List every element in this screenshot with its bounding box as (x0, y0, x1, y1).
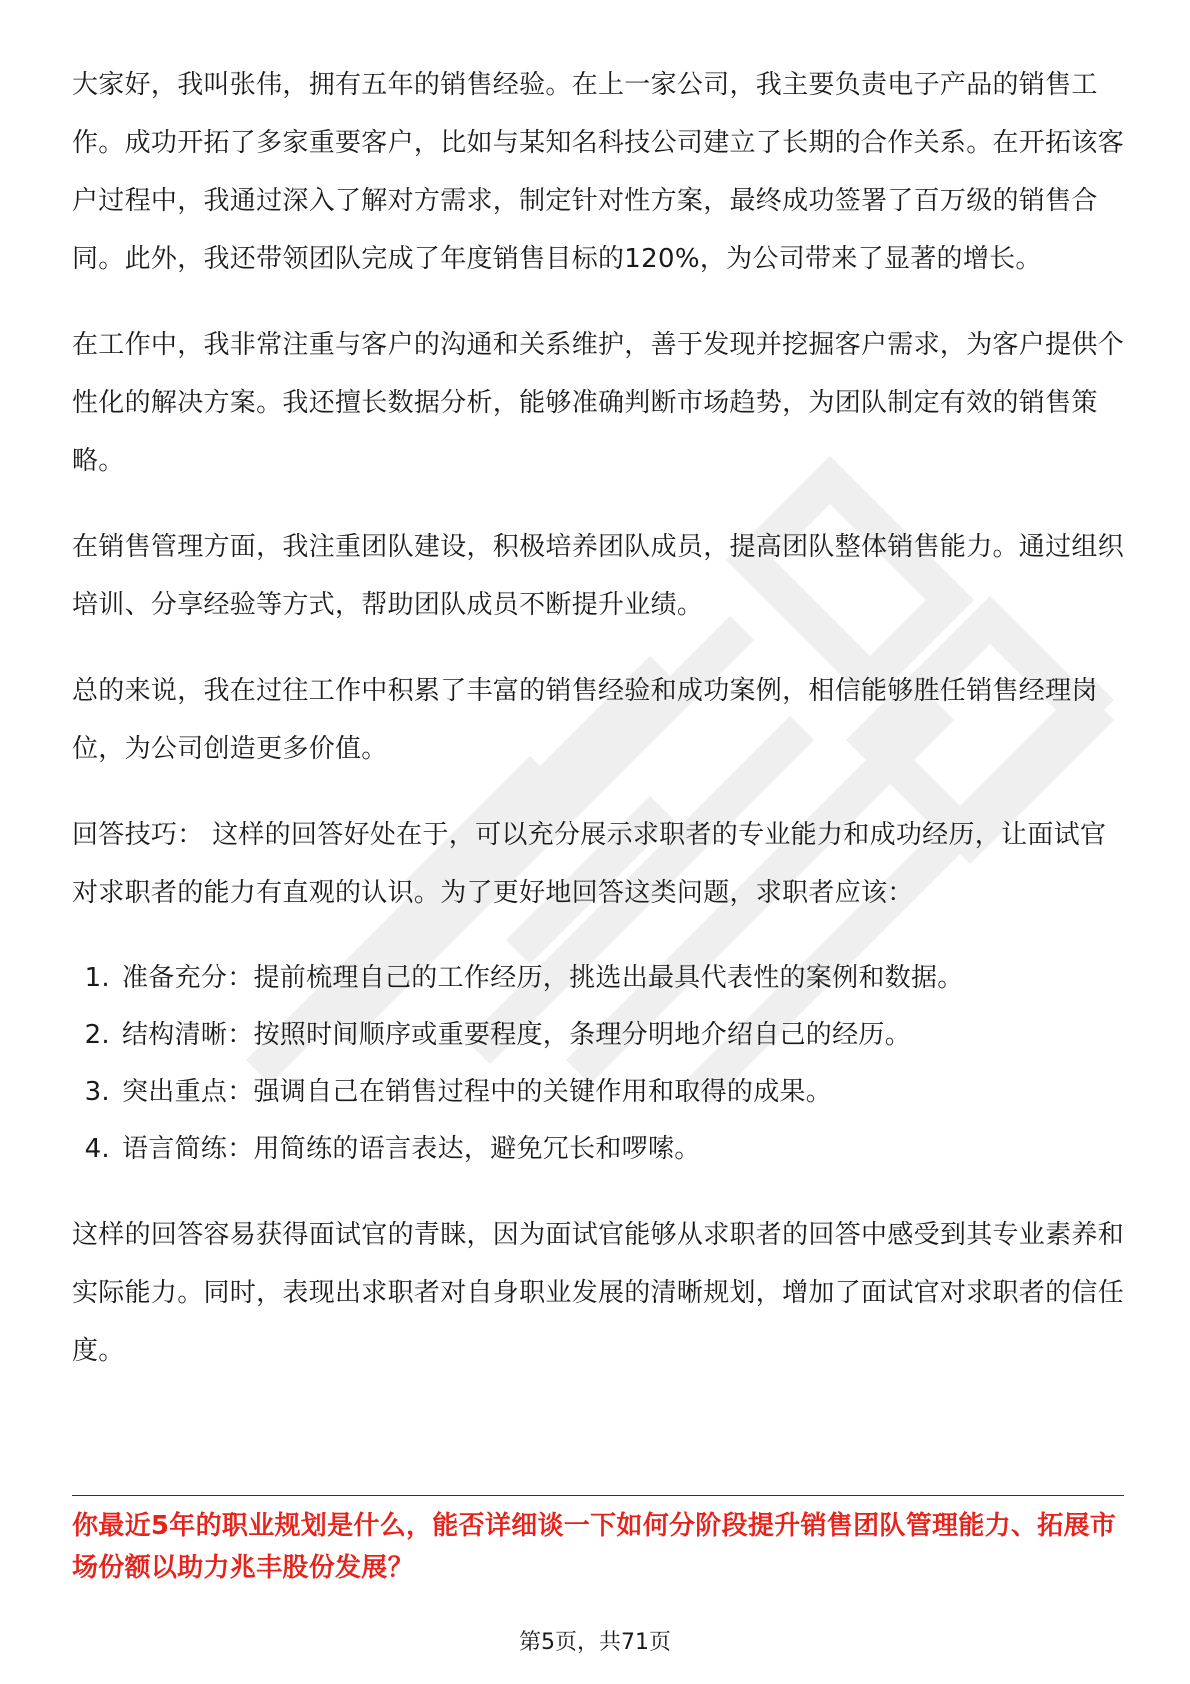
section-divider (72, 1495, 1124, 1496)
list-item-number: 2. (84, 1020, 110, 1050)
tips-list (72, 950, 1124, 1178)
summary-paragraph: 总的来说，我在过往工作中积累了丰富的销售经验和成功案例，相信能够胜任销售经理岗位，为公司创造更多价值。 (72, 676, 1098, 764)
document-body (72, 56, 1124, 1408)
intro-paragraph: 大家好，我叫张伟，拥有五年的销售经验。在上一家公司，我主要负责电子产品的销售工作。成功开拓了多家重要客户，比如与某知名科技公司建立了长期的合作关系。在开拓该客户过程中，我通过深入了解对方需求，制定针对性方案，最终成功签署了百万级的销售合同。此外，我还带领团队完成了年度销售目标的120%，为公司带来了显著的增长。 (72, 70, 1125, 274)
next-question-heading: 你最近5年的职业规划是什么，能否详细谈一下如何分阶段提升销售团队管理能力、拓展市场份额以助力兆丰股份发展？ (72, 1511, 1117, 1583)
list-item (72, 1121, 1124, 1178)
list-item-number: 4. (84, 1134, 110, 1164)
page-number-footer: 第5页，共71页 (519, 1630, 671, 1655)
list-item (72, 1064, 1124, 1121)
list-item-number: 1. (84, 963, 110, 993)
list-item-number: 3. (84, 1077, 110, 1107)
list-item-text: 准备充分：提前梳理自己的工作经历，挑选出最具代表性的案例和数据。 (122, 963, 964, 993)
list-item (72, 1007, 1124, 1064)
tips-intro-paragraph: 回答技巧： 这样的回答好处在于，可以充分展示求职者的专业能力和成功经历，让面试官对求职者的能力有直观的认识。为了更好地回答这类问题，求职者应该： (72, 820, 1107, 908)
list-item-text: 突出重点：强调自己在销售过程中的关键作用和取得的成果。 (122, 1077, 833, 1107)
management-paragraph: 在销售管理方面，我注重团队建设，积极培养团队成员，提高团队整体销售能力。通过组织培训、分享经验等方式，帮助团队成员不断提升业绩。 (72, 532, 1125, 620)
list-item-text: 语言简练：用简练的语言表达，避免冗长和啰嗦。 (122, 1134, 701, 1164)
list-item (72, 950, 1124, 1007)
communication-paragraph: 在工作中，我非常注重与客户的沟通和关系维护，善于发现并挖掘客户需求，为客户提供个性化的解决方案。我还擅长数据分析，能够准确判断市场趋势，为团队制定有效的销售策略。 (72, 330, 1125, 476)
list-item-text: 结构清晰：按照时间顺序或重要程度，条理分明地介绍自己的经历。 (122, 1020, 912, 1050)
closing-paragraph: 这样的回答容易获得面试官的青睐，因为面试官能够从求职者的回答中感受到其专业素养和实际能力。同时，表现出求职者对自身职业发展的清晰规划，增加了面试官对求职者的信任度。 (72, 1220, 1125, 1366)
